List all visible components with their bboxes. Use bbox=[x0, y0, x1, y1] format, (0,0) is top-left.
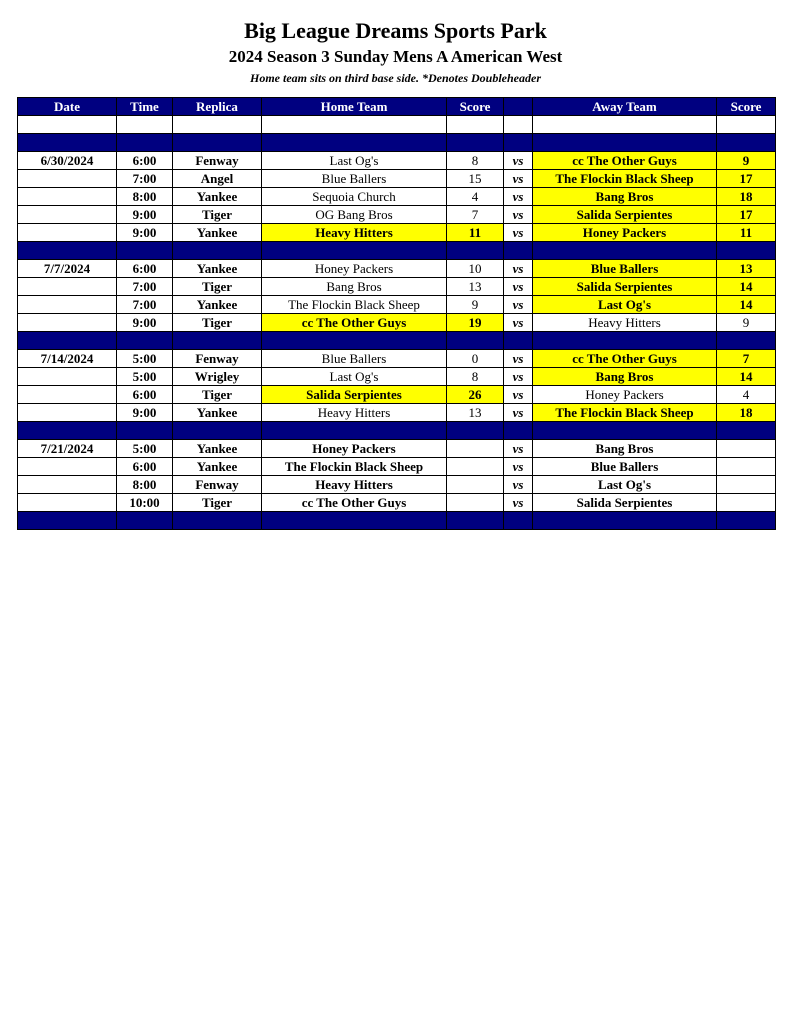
home-score-cell: 15 bbox=[447, 170, 504, 188]
empty-cell bbox=[504, 512, 533, 530]
home-team-cell: Last Og's bbox=[262, 368, 447, 386]
empty-cell bbox=[117, 242, 173, 260]
table-row bbox=[18, 368, 776, 386]
table-row bbox=[18, 350, 776, 368]
date-cell bbox=[18, 368, 117, 386]
home-team-cell: Sequoia Church bbox=[262, 188, 447, 206]
time-cell: 7:00 bbox=[117, 296, 173, 314]
replica-cell: Tiger bbox=[173, 314, 262, 332]
empty-cell bbox=[18, 422, 117, 440]
home-team-cell: Last Og's bbox=[262, 152, 447, 170]
empty-cell bbox=[504, 134, 533, 152]
empty-cell bbox=[533, 422, 717, 440]
empty-cell bbox=[504, 422, 533, 440]
home-team-cell: Honey Packers bbox=[262, 260, 447, 278]
vs-cell: vs bbox=[504, 206, 533, 224]
page-subtitle: 2024 Season 3 Sunday Mens A American West bbox=[228, 47, 563, 66]
home-score-cell: 0 bbox=[447, 350, 504, 368]
date-cell bbox=[18, 224, 117, 242]
date-cell bbox=[18, 314, 117, 332]
column-header-away-team: Away Team bbox=[533, 98, 717, 116]
away-team-cell: cc The Other Guys bbox=[533, 152, 717, 170]
empty-cell bbox=[18, 134, 117, 152]
time-cell: 6:00 bbox=[117, 152, 173, 170]
home-team-cell: Salida Serpientes bbox=[262, 386, 447, 404]
empty-cell bbox=[717, 422, 776, 440]
away-score-cell bbox=[717, 440, 776, 458]
time-cell: 7:00 bbox=[117, 170, 173, 188]
home-score-cell: 7 bbox=[447, 206, 504, 224]
week-separator bbox=[18, 242, 776, 260]
away-team-cell: cc The Other Guys bbox=[533, 350, 717, 368]
vs-cell: vs bbox=[504, 476, 533, 494]
home-team-cell: cc The Other Guys bbox=[262, 494, 447, 512]
replica-cell: Yankee bbox=[173, 404, 262, 422]
table-row bbox=[18, 278, 776, 296]
time-cell: 6:00 bbox=[117, 260, 173, 278]
page-note: Home team sits on third base side. *Denotes Doubleheader bbox=[250, 71, 541, 85]
away-score-cell bbox=[717, 494, 776, 512]
home-team-cell: The Flockin Black Sheep bbox=[262, 458, 447, 476]
empty-cell bbox=[117, 116, 173, 134]
empty-cell bbox=[447, 422, 504, 440]
table-row bbox=[18, 296, 776, 314]
empty-cell bbox=[717, 134, 776, 152]
vs-cell: vs bbox=[504, 440, 533, 458]
table-row bbox=[18, 458, 776, 476]
empty-cell bbox=[717, 332, 776, 350]
empty-cell bbox=[447, 116, 504, 134]
week-separator bbox=[18, 332, 776, 350]
vs-cell: vs bbox=[504, 152, 533, 170]
date-cell: 6/30/2024 bbox=[18, 152, 117, 170]
empty-cell bbox=[117, 134, 173, 152]
week-separator bbox=[18, 134, 776, 152]
replica-cell: Yankee bbox=[173, 296, 262, 314]
home-score-cell: 8 bbox=[447, 152, 504, 170]
replica-cell: Fenway bbox=[173, 350, 262, 368]
away-score-cell bbox=[717, 458, 776, 476]
empty-cell bbox=[262, 134, 447, 152]
table-row bbox=[18, 206, 776, 224]
column-header-date: Date bbox=[18, 98, 117, 116]
empty-cell bbox=[262, 116, 447, 134]
week-separator bbox=[18, 512, 776, 530]
table-row bbox=[18, 188, 776, 206]
empty-cell bbox=[18, 116, 117, 134]
vs-cell: vs bbox=[504, 494, 533, 512]
away-team-cell: The Flockin Black Sheep bbox=[533, 404, 717, 422]
vs-cell: vs bbox=[504, 188, 533, 206]
away-score-cell: 17 bbox=[717, 206, 776, 224]
empty-cell bbox=[447, 512, 504, 530]
home-team-cell: Heavy Hitters bbox=[262, 224, 447, 242]
home-team-cell: Heavy Hitters bbox=[262, 404, 447, 422]
time-cell: 6:00 bbox=[117, 458, 173, 476]
replica-cell: Tiger bbox=[173, 494, 262, 512]
home-score-cell bbox=[447, 458, 504, 476]
home-team-cell: Heavy Hitters bbox=[262, 476, 447, 494]
replica-cell: Yankee bbox=[173, 224, 262, 242]
away-team-cell: Honey Packers bbox=[533, 386, 717, 404]
page-title: Big League Dreams Sports Park bbox=[244, 18, 547, 43]
home-team-cell: The Flockin Black Sheep bbox=[262, 296, 447, 314]
date-cell: 7/7/2024 bbox=[18, 260, 117, 278]
table-row bbox=[18, 404, 776, 422]
column-header-home-score: Score bbox=[447, 98, 504, 116]
replica-cell: Yankee bbox=[173, 458, 262, 476]
away-score-cell: 9 bbox=[717, 314, 776, 332]
empty-cell bbox=[504, 332, 533, 350]
away-team-cell: Salida Serpientes bbox=[533, 494, 717, 512]
date-cell bbox=[18, 386, 117, 404]
replica-cell: Fenway bbox=[173, 476, 262, 494]
home-score-cell: 19 bbox=[447, 314, 504, 332]
empty-cell bbox=[173, 512, 262, 530]
empty-cell bbox=[18, 512, 117, 530]
time-cell: 8:00 bbox=[117, 188, 173, 206]
time-cell: 5:00 bbox=[117, 368, 173, 386]
away-team-cell: Honey Packers bbox=[533, 224, 717, 242]
away-score-cell: 18 bbox=[717, 188, 776, 206]
date-cell bbox=[18, 296, 117, 314]
home-score-cell: 8 bbox=[447, 368, 504, 386]
page-header bbox=[0, 18, 791, 86]
vs-cell: vs bbox=[504, 404, 533, 422]
away-score-cell: 14 bbox=[717, 278, 776, 296]
empty-cell bbox=[173, 116, 262, 134]
replica-cell: Tiger bbox=[173, 206, 262, 224]
empty-cell bbox=[504, 242, 533, 260]
column-header-vs bbox=[504, 98, 533, 116]
away-team-cell: Salida Serpientes bbox=[533, 278, 717, 296]
empty-cell bbox=[117, 332, 173, 350]
away-team-cell: Blue Ballers bbox=[533, 260, 717, 278]
table-row bbox=[18, 314, 776, 332]
away-team-cell: Heavy Hitters bbox=[533, 314, 717, 332]
time-cell: 9:00 bbox=[117, 314, 173, 332]
date-cell bbox=[18, 404, 117, 422]
table-row bbox=[18, 152, 776, 170]
empty-cell bbox=[717, 242, 776, 260]
empty-cell bbox=[533, 242, 717, 260]
replica-cell: Fenway bbox=[173, 152, 262, 170]
table-header-row bbox=[18, 98, 776, 116]
table-row bbox=[18, 260, 776, 278]
away-team-cell: The Flockin Black Sheep bbox=[533, 170, 717, 188]
table-row bbox=[18, 224, 776, 242]
away-team-cell: Blue Ballers bbox=[533, 458, 717, 476]
schedule-table bbox=[17, 97, 776, 530]
date-cell: 7/14/2024 bbox=[18, 350, 117, 368]
away-score-cell bbox=[717, 476, 776, 494]
date-cell bbox=[18, 476, 117, 494]
date-cell bbox=[18, 206, 117, 224]
empty-cell bbox=[173, 332, 262, 350]
empty-cell bbox=[173, 242, 262, 260]
empty-cell bbox=[117, 512, 173, 530]
empty-cell bbox=[533, 134, 717, 152]
vs-cell: vs bbox=[504, 224, 533, 242]
home-score-cell: 13 bbox=[447, 278, 504, 296]
time-cell: 9:00 bbox=[117, 404, 173, 422]
home-team-cell: Blue Ballers bbox=[262, 170, 447, 188]
empty-cell bbox=[447, 332, 504, 350]
replica-cell: Yankee bbox=[173, 440, 262, 458]
replica-cell: Yankee bbox=[173, 260, 262, 278]
empty-cell bbox=[533, 512, 717, 530]
column-header-away-score: Score bbox=[717, 98, 776, 116]
home-score-cell bbox=[447, 476, 504, 494]
home-score-cell: 4 bbox=[447, 188, 504, 206]
empty-cell bbox=[18, 332, 117, 350]
empty-cell bbox=[533, 332, 717, 350]
time-cell: 9:00 bbox=[117, 224, 173, 242]
empty-cell bbox=[717, 512, 776, 530]
blank-row bbox=[18, 116, 776, 134]
time-cell: 7:00 bbox=[117, 278, 173, 296]
date-cell bbox=[18, 170, 117, 188]
vs-cell: vs bbox=[504, 278, 533, 296]
date-cell bbox=[18, 458, 117, 476]
empty-cell bbox=[717, 116, 776, 134]
time-cell: 6:00 bbox=[117, 386, 173, 404]
empty-cell bbox=[447, 242, 504, 260]
away-score-cell: 4 bbox=[717, 386, 776, 404]
vs-cell: vs bbox=[504, 296, 533, 314]
time-cell: 5:00 bbox=[117, 350, 173, 368]
table-row bbox=[18, 170, 776, 188]
column-header-home-team: Home Team bbox=[262, 98, 447, 116]
home-score-cell bbox=[447, 440, 504, 458]
table-row bbox=[18, 494, 776, 512]
empty-cell bbox=[173, 422, 262, 440]
empty-cell bbox=[173, 134, 262, 152]
away-team-cell: Bang Bros bbox=[533, 188, 717, 206]
away-score-cell: 14 bbox=[717, 368, 776, 386]
empty-cell bbox=[447, 134, 504, 152]
home-team-cell: Blue Ballers bbox=[262, 350, 447, 368]
time-cell: 5:00 bbox=[117, 440, 173, 458]
replica-cell: Tiger bbox=[173, 278, 262, 296]
schedule-body bbox=[18, 116, 776, 530]
replica-cell: Wrigley bbox=[173, 368, 262, 386]
empty-cell bbox=[504, 116, 533, 134]
date-cell bbox=[18, 278, 117, 296]
home-team-cell: cc The Other Guys bbox=[262, 314, 447, 332]
away-team-cell: Last Og's bbox=[533, 476, 717, 494]
home-team-cell: Bang Bros bbox=[262, 278, 447, 296]
time-cell: 8:00 bbox=[117, 476, 173, 494]
away-score-cell: 17 bbox=[717, 170, 776, 188]
empty-cell bbox=[533, 116, 717, 134]
replica-cell: Angel bbox=[173, 170, 262, 188]
away-score-cell: 9 bbox=[717, 152, 776, 170]
empty-cell bbox=[262, 242, 447, 260]
date-cell: 7/21/2024 bbox=[18, 440, 117, 458]
empty-cell bbox=[117, 422, 173, 440]
home-score-cell: 10 bbox=[447, 260, 504, 278]
home-score-cell: 11 bbox=[447, 224, 504, 242]
time-cell: 9:00 bbox=[117, 206, 173, 224]
away-score-cell: 18 bbox=[717, 404, 776, 422]
away-team-cell: Bang Bros bbox=[533, 440, 717, 458]
home-score-cell: 26 bbox=[447, 386, 504, 404]
empty-cell bbox=[18, 242, 117, 260]
vs-cell: vs bbox=[504, 368, 533, 386]
replica-cell: Tiger bbox=[173, 386, 262, 404]
empty-cell bbox=[262, 512, 447, 530]
home-score-cell: 13 bbox=[447, 404, 504, 422]
away-team-cell: Bang Bros bbox=[533, 368, 717, 386]
vs-cell: vs bbox=[504, 170, 533, 188]
home-team-cell: OG Bang Bros bbox=[262, 206, 447, 224]
away-score-cell: 13 bbox=[717, 260, 776, 278]
vs-cell: vs bbox=[504, 458, 533, 476]
away-team-cell: Last Og's bbox=[533, 296, 717, 314]
empty-cell bbox=[262, 332, 447, 350]
week-separator bbox=[18, 422, 776, 440]
away-score-cell: 7 bbox=[717, 350, 776, 368]
column-header-replica: Replica bbox=[173, 98, 262, 116]
replica-cell: Yankee bbox=[173, 188, 262, 206]
vs-cell: vs bbox=[504, 260, 533, 278]
date-cell bbox=[18, 494, 117, 512]
home-score-cell bbox=[447, 494, 504, 512]
column-header-time: Time bbox=[117, 98, 173, 116]
table-row bbox=[18, 440, 776, 458]
time-cell: 10:00 bbox=[117, 494, 173, 512]
empty-cell bbox=[262, 422, 447, 440]
vs-cell: vs bbox=[504, 314, 533, 332]
away-team-cell: Salida Serpientes bbox=[533, 206, 717, 224]
home-score-cell: 9 bbox=[447, 296, 504, 314]
away-score-cell: 14 bbox=[717, 296, 776, 314]
away-score-cell: 11 bbox=[717, 224, 776, 242]
vs-cell: vs bbox=[504, 386, 533, 404]
home-team-cell: Honey Packers bbox=[262, 440, 447, 458]
date-cell bbox=[18, 188, 117, 206]
vs-cell: vs bbox=[504, 350, 533, 368]
table-row bbox=[18, 476, 776, 494]
table-row bbox=[18, 386, 776, 404]
